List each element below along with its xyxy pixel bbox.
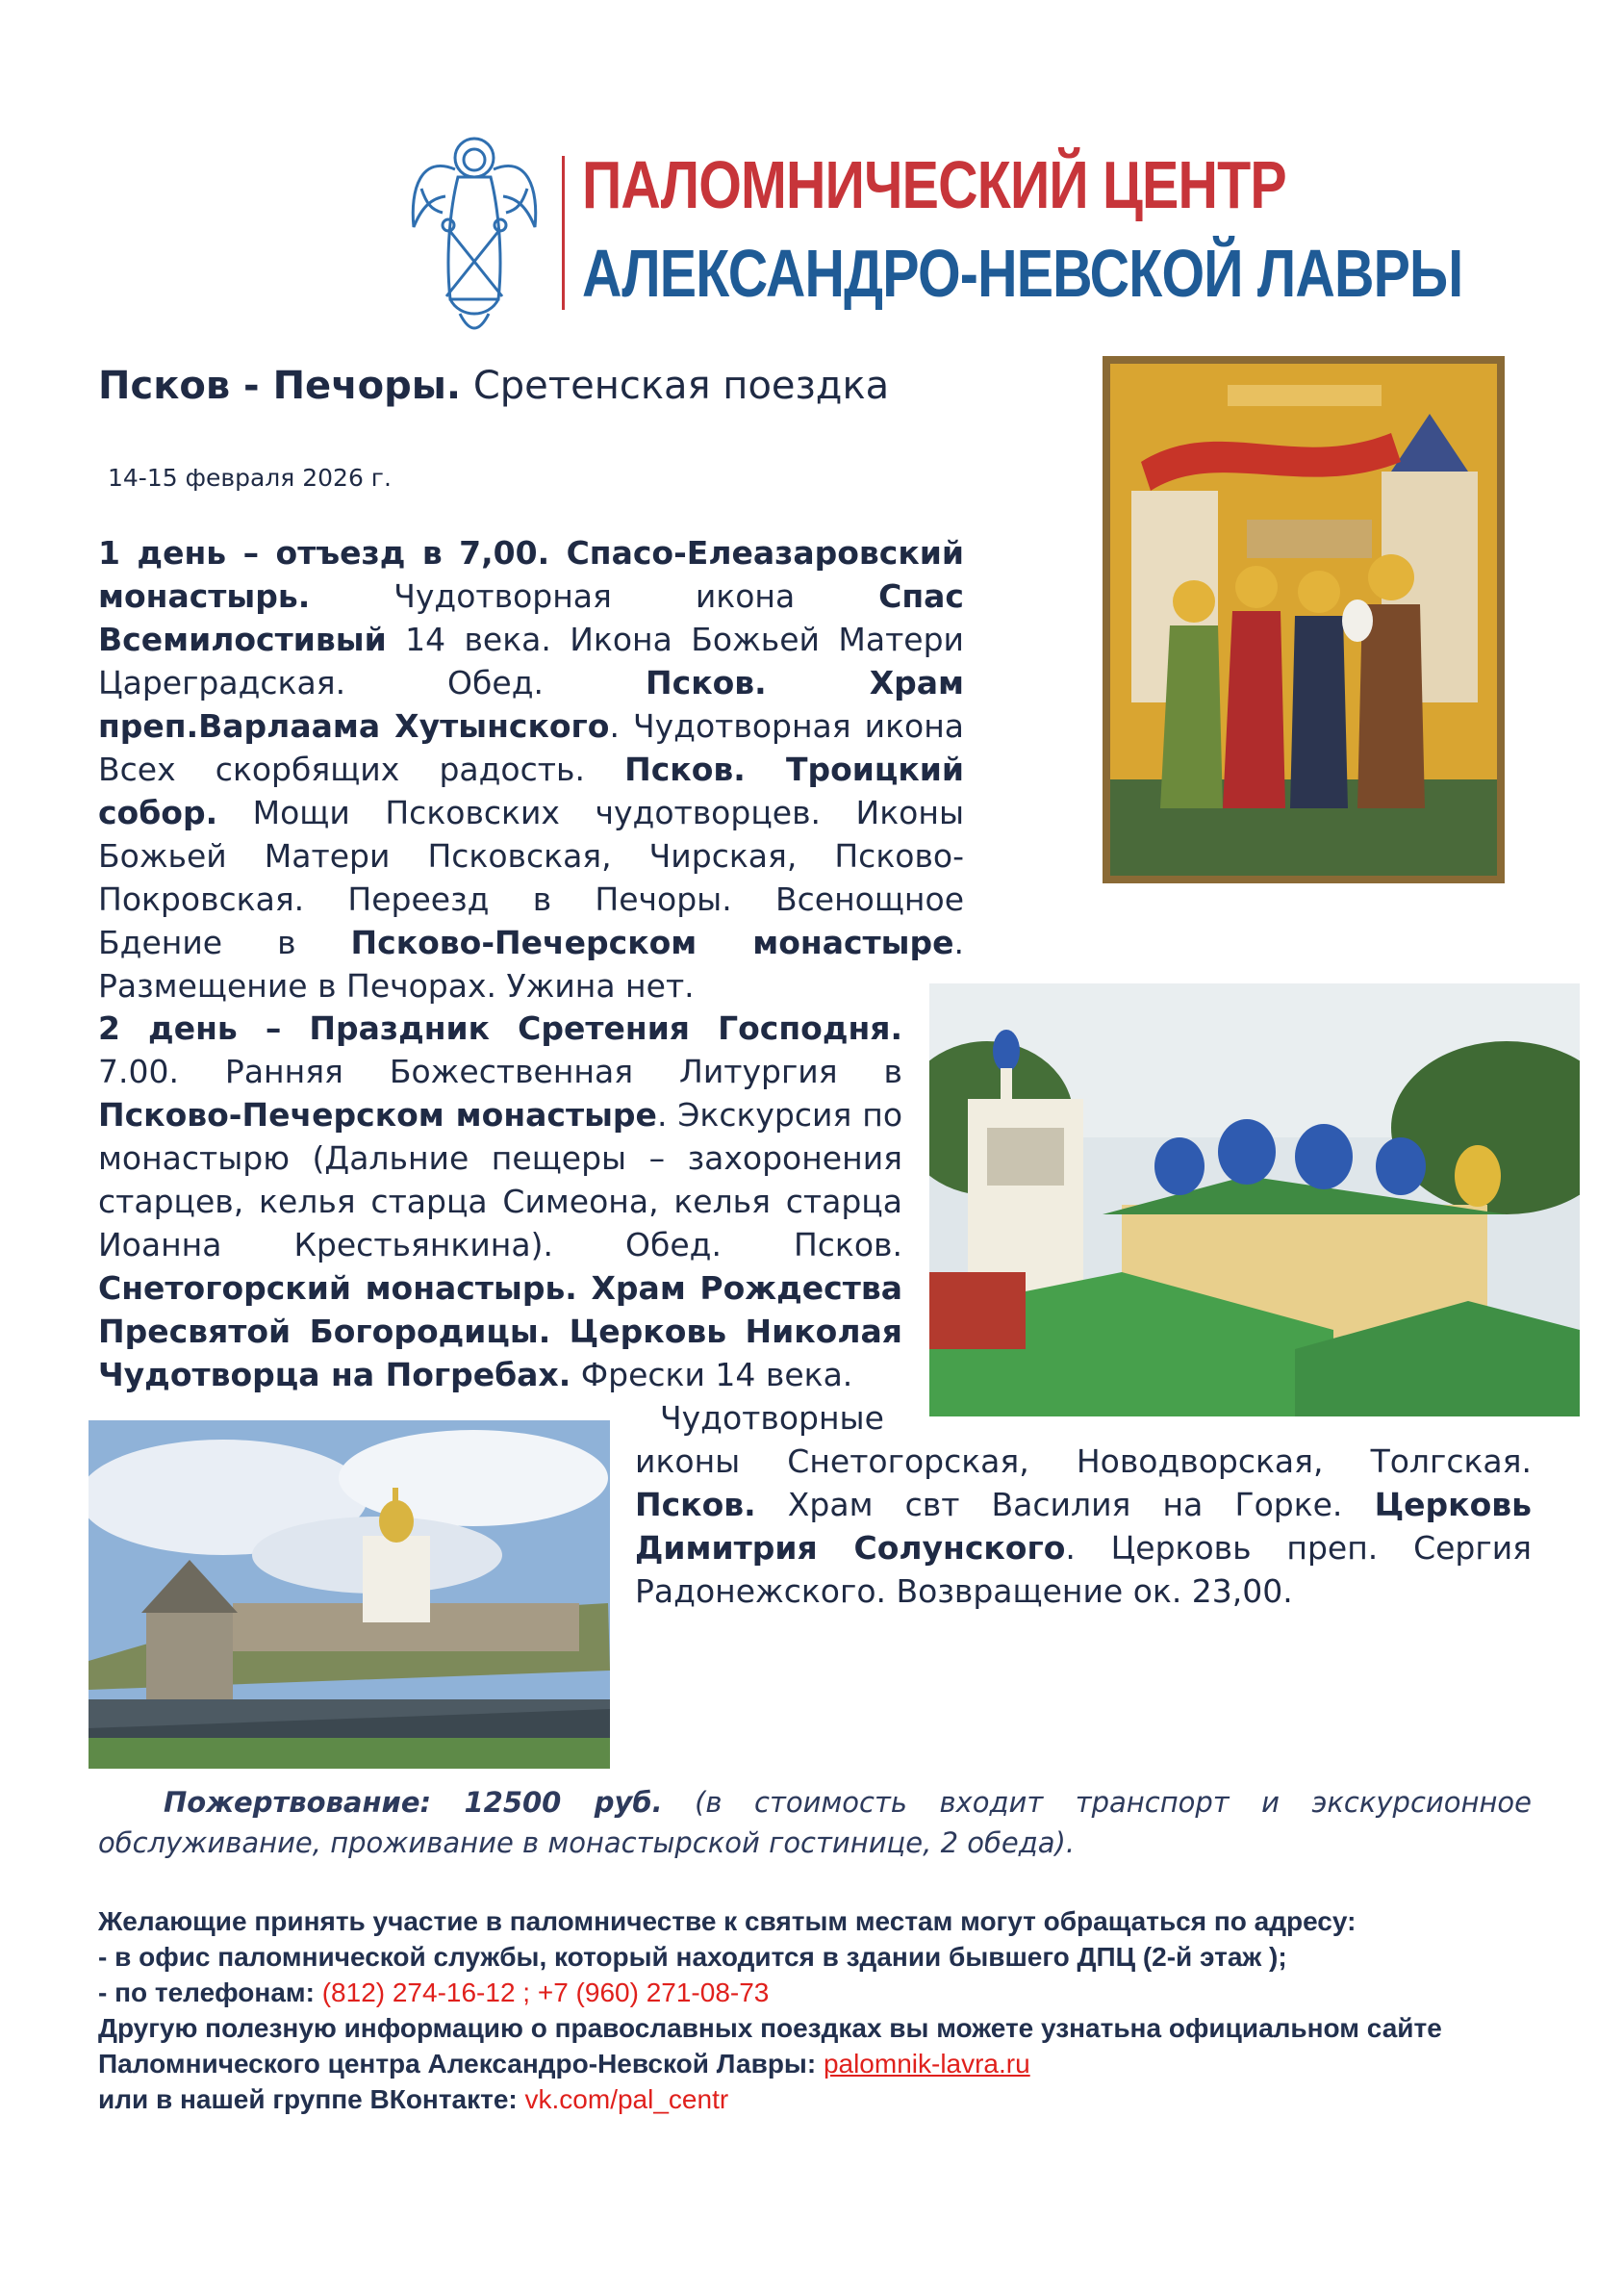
day1-place-5: Псково-Печерском монастыре [350,924,954,961]
contacts-block [98,1903,1541,2117]
presentation-icon-image [1103,356,1505,883]
day2-text-2: . Экскурсия по монастырю (Дальние пещеры – захоронения старцев, келья старца Симеона, келья старца Иоанна Крестьянкина). Обед. Псков. [98,1096,903,1263]
page-title [98,364,889,408]
contacts-line-5 [98,2046,1541,2081]
day2-text-4: Чудотворные [660,1399,884,1437]
donation-includes: (в стоимость входит транспорт и экскурсионное обслуживание, проживание в монастырской гостинице, 2 обеда). [98,1786,1532,1859]
title-rest: Сретенская поездка [461,364,890,408]
donation-price: Пожертвование: 12500 руб. [164,1786,663,1819]
contacts-line-3 [98,1975,1541,2010]
day2-place-3: Псков. [635,1486,756,1523]
day1-place-2: Спас Всемилостивый [98,577,964,658]
vk-link[interactable]: vk.com/pal_centr [524,2084,729,2114]
pskov-kremlin-photo [89,1420,610,1769]
trip-dates: 14-15 февраля 2026 г. [108,464,392,492]
donation-info [98,1782,1532,1863]
day2-text-1: 7.00. Ранняя Божественная Литургия в [98,1053,902,1090]
pskovo-pechersky-monastery-photo [929,983,1580,1416]
day2-text-3: Фрески 14 века. [571,1356,853,1393]
contacts-line-4: Другую полезную информацию о православных поездках вы можете узнатьна официальном сайте [98,2013,1442,2043]
day2-text-7: . Церковь преп. Сергия Радонежского. Возвращение ок. 23,00. [635,1529,1532,1610]
website-link[interactable]: palomnik-lavra.ru [823,2049,1030,2079]
website-label: Паломнического центра Александро-Невской Лавры: [98,2049,824,2079]
day2-description-continued [635,1440,1532,1613]
day2-place-1: Псково-Печерском монастыре [98,1096,657,1134]
organization-name-line2: АЛЕКСАНДРО-НЕВСКОЙ ЛАВРЫ [582,236,1463,311]
day1-place-3: Псков. Храм преп.Варлаама Хутынского [98,664,964,745]
day2-description [98,1007,902,1396]
day1-text-1: Чудотворная икона [310,577,879,615]
angel-emblem-icon [402,121,546,338]
day1-place-1: Спасо-Елеазаровский монастырь. [98,534,964,615]
day1-text-5: . Размещение в Печорах. Ужина нет. [98,924,965,1005]
organization-name-line1: ПАЛОМНИЧЕСКИЙ ЦЕНТР [582,147,1286,222]
day1-description [98,531,964,1008]
day1-text-4: Мощи Псковских чудотворцев. Иконы Божьей Матери Псковская, Чирская, Псково-Покровская. Переезд в Печоры. Всенощное Бдение в [98,794,964,961]
day1-text-2: 14 века. Икона Божьей Матери Цареградская. Обед. [98,621,964,702]
logo-divider [562,156,565,310]
day1-text-3: . Чудотворная икона Всех скорбящих радость. [98,707,965,788]
phones-label: - по телефонам: [98,1977,322,2007]
contacts-line-6 [98,2081,1541,2117]
title-bold: Псков - Печоры. [98,364,462,408]
day1-heading: 1 день – отъезд в 7,00. [98,534,550,572]
day2-heading: 2 день – Праздник Сретения Господня. [98,1009,902,1047]
day2-text-5: иконы Снетогорская, Новодворская, Толгская. [635,1442,1532,1480]
day2-text-6: Храм свт Василия на Горке. [755,1486,1375,1523]
vk-label: или в нашей группе ВКонтакте: [98,2084,525,2114]
contacts-line-1: Желающие принять участие в паломничестве к святым местам могут обращаться по адресу: [98,1906,1357,1936]
contacts-line-2: - в офис паломнической службы, который находится в здании бывшего ДПЦ (2-й этаж ); [98,1942,1287,1972]
day2-place-2: Снетогорский монастырь. Храм Рождества Пресвятой Богородицы. Церковь Николая Чудотворца на Погребах. [98,1269,902,1393]
day2-place-4: Церковь Димитрия Солунского [635,1486,1532,1567]
phone-numbers[interactable]: (812) 274-16-12 ; +7 (960) 271-08-73 [321,1977,770,2007]
day1-place-4: Псков. Троицкий собор. [98,751,965,831]
